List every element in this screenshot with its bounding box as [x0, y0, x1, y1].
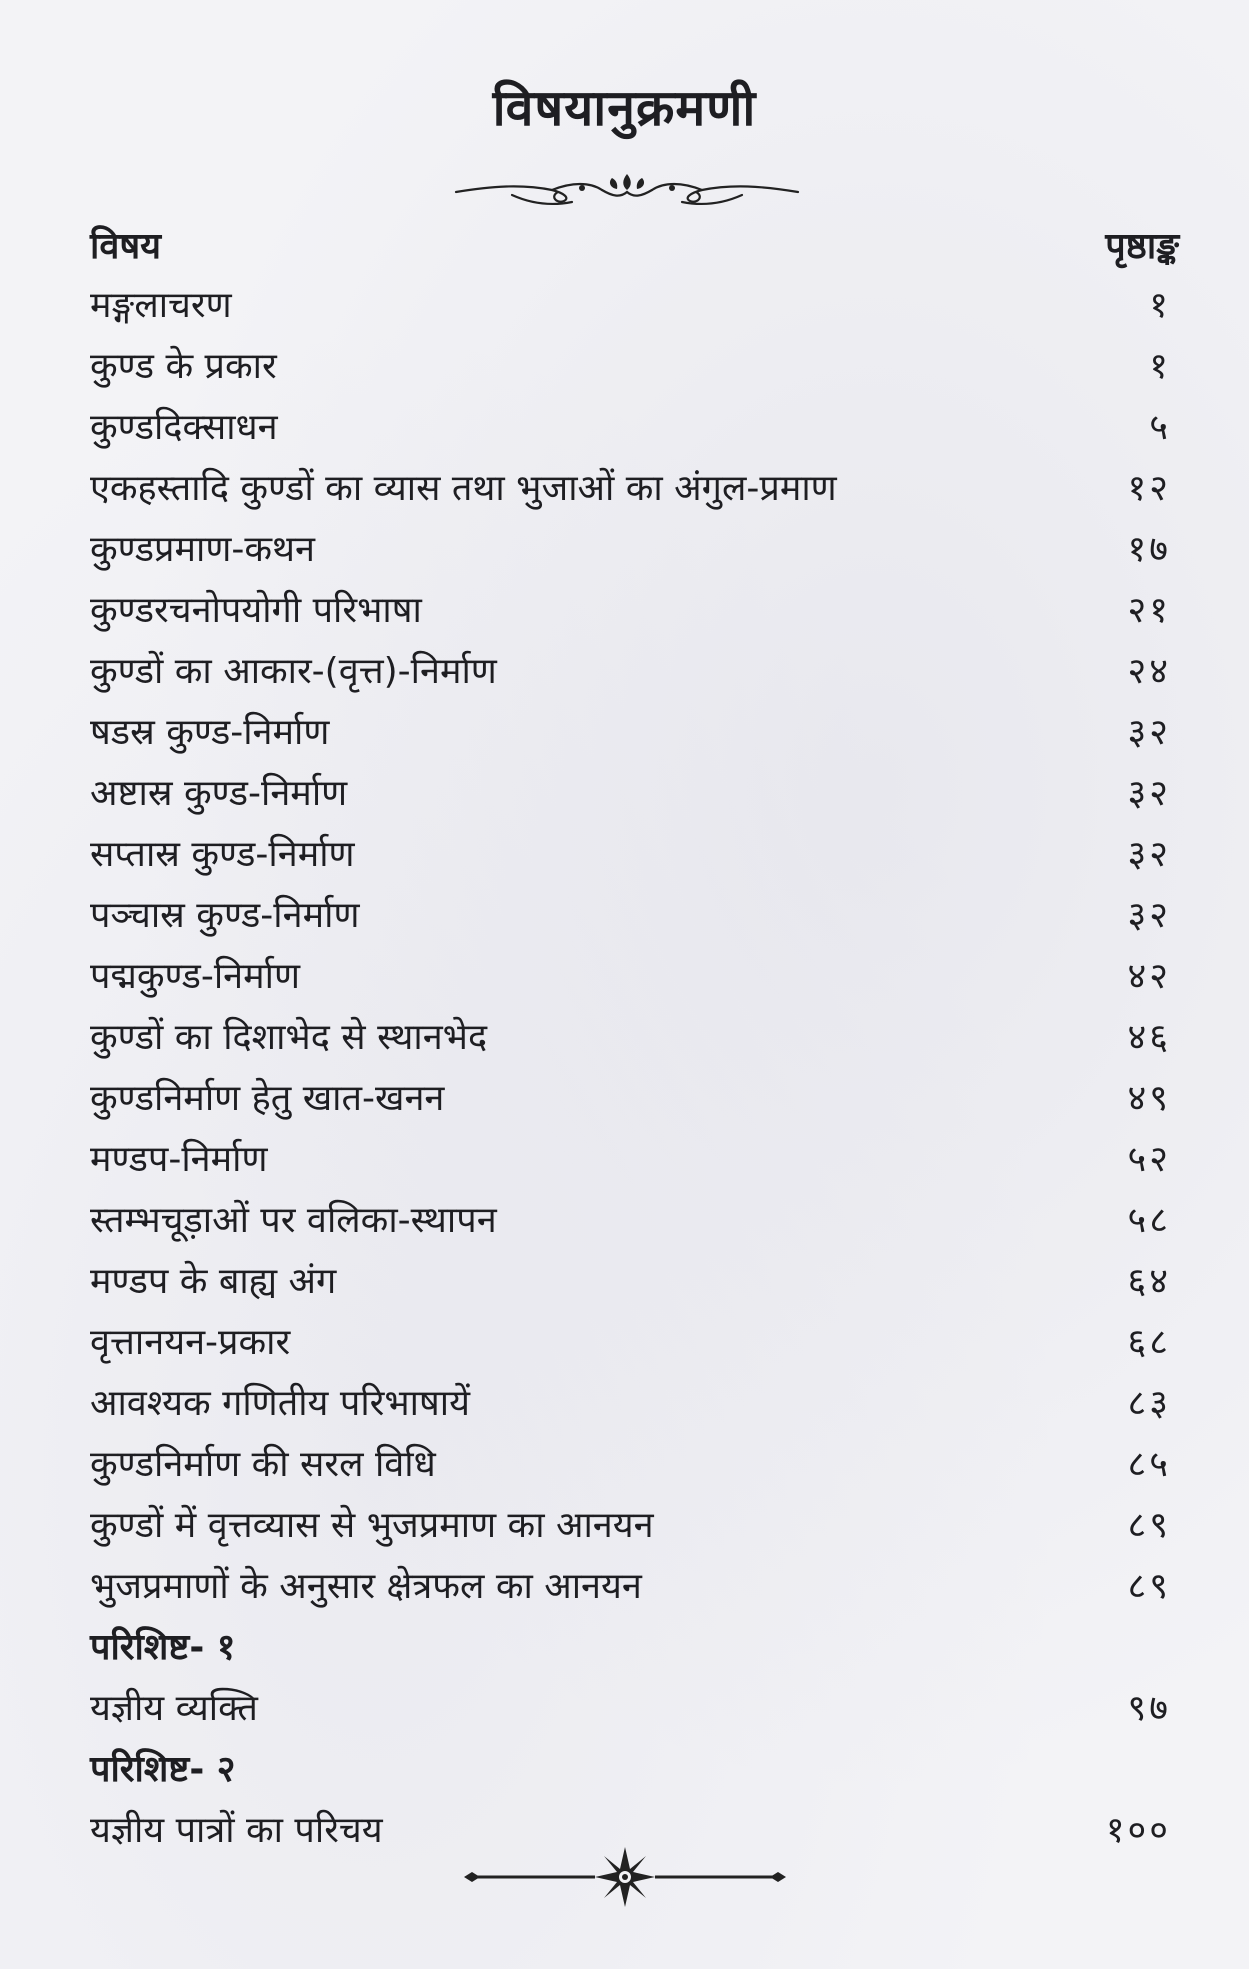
- toc-page-number: १२: [1127, 467, 1171, 509]
- toc-topic: कुण्डनिर्माण की सरल विधि: [90, 1443, 436, 1485]
- toc-topic: भुजप्रमाणों के अनुसार क्षेत्रफल का आनयन: [90, 1565, 642, 1607]
- toc-row: [90, 275, 1171, 331]
- toc-row: [90, 336, 1171, 392]
- toc-topic: अष्टास्र कुण्ड-निर्माण: [90, 772, 348, 814]
- toc-page-number: ५८: [1127, 1199, 1171, 1241]
- toc-row: [90, 458, 1171, 514]
- toc-topic: कुण्डदिक्साधन: [90, 406, 278, 448]
- toc-page-number: ६४: [1127, 1260, 1171, 1302]
- toc-topic: मण्डप-निर्माण: [90, 1138, 268, 1180]
- toc-row: [90, 1495, 1171, 1551]
- toc-topic: षडस्र कुण्ड-निर्माण: [90, 711, 330, 753]
- toc-page-number: ५: [1149, 406, 1171, 448]
- toc-page-number: ८९: [1127, 1565, 1171, 1607]
- toc-row: [90, 397, 1171, 453]
- toc-row: [90, 1678, 1171, 1734]
- toc-row: [90, 1556, 1171, 1612]
- toc-page-number: ६८: [1127, 1321, 1171, 1363]
- toc-page-number: ८९: [1127, 1504, 1171, 1546]
- toc-topic: कुण्डनिर्माण हेतु खात-खनन: [90, 1077, 445, 1119]
- toc-page-number: ३२: [1127, 711, 1171, 753]
- toc-page-number: २१: [1127, 589, 1171, 631]
- toc-topic: पञ्चास्र कुण्ड-निर्माण: [90, 894, 360, 936]
- toc-topic: कुण्डरचनोपयोगी परिभाषा: [90, 589, 422, 631]
- toc-page-number: १७: [1127, 528, 1171, 570]
- toc-page-number: ३२: [1127, 833, 1171, 875]
- toc-topic: आवश्यक गणितीय परिभाषायें: [90, 1382, 471, 1424]
- toc-page-number: ९७: [1127, 1687, 1171, 1729]
- appendix-1-title: परिशिष्ट- १: [90, 1626, 236, 1668]
- toc-row: [90, 580, 1171, 636]
- toc-row: [90, 702, 1171, 758]
- toc-topic: कुण्डों का दिशाभेद से स्थानभेद: [90, 1016, 488, 1058]
- toc-topic: कुण्डप्रमाण-कथन: [90, 528, 315, 570]
- toc-topic: एकहस्तादि कुण्डों का व्यास तथा भुजाओं का अंगुल-प्रमाण: [90, 467, 837, 509]
- toc-row: [90, 885, 1171, 941]
- toc-row: [90, 824, 1171, 880]
- toc-page-number: ३२: [1127, 894, 1171, 936]
- appendix-2-title: परिशिष्ट- २: [90, 1748, 236, 1790]
- appendix-heading: [90, 1739, 1171, 1795]
- scroll-ornament-icon: [452, 168, 802, 212]
- toc-topic: मङ्गलाचरण: [90, 284, 232, 326]
- toc-page-number: ८५: [1127, 1443, 1171, 1485]
- toc-row: [90, 1190, 1171, 1246]
- toc-page-number: १: [1149, 284, 1171, 326]
- toc-row: [90, 1129, 1171, 1185]
- toc-row: [90, 1312, 1171, 1368]
- toc-topic: पद्मकुण्ड-निर्माण: [90, 955, 301, 997]
- star-ornament-icon: [460, 1842, 790, 1912]
- toc-page-number: ४२: [1127, 955, 1171, 997]
- toc-row: [90, 1068, 1171, 1124]
- toc-page-number: १००: [1105, 1809, 1171, 1851]
- toc-topic: सप्तास्र कुण्ड-निर्माण: [90, 833, 355, 875]
- toc-row: [90, 641, 1171, 697]
- toc-topic: कुण्डों में वृत्तव्यास से भुजप्रमाण का आनयन: [90, 1504, 654, 1546]
- toc-page-number: ८३: [1127, 1382, 1171, 1424]
- toc-row: [90, 763, 1171, 819]
- toc-topic: स्तम्भचूड़ाओं पर वलिका-स्थापन: [90, 1199, 497, 1241]
- toc-page-number: २४: [1127, 650, 1171, 692]
- toc-page-number: ४६: [1127, 1016, 1171, 1058]
- appendix-heading: [90, 1617, 1171, 1673]
- toc-row: [90, 1251, 1171, 1307]
- page-title: विषयानुक्रमणी: [492, 79, 757, 137]
- toc-topic: कुण्डों का आकार-(वृत्त)-निर्माण: [90, 650, 497, 692]
- toc-topic: मण्डप के बाह्य अंग: [90, 1260, 337, 1302]
- toc-topic: कुण्ड के प्रकार: [90, 345, 277, 387]
- toc-row: [90, 1007, 1171, 1063]
- toc-page-number: १: [1149, 345, 1171, 387]
- toc-page-number: ४९: [1127, 1077, 1171, 1119]
- column-header-page: पृष्ठाङ्क: [1105, 226, 1179, 267]
- toc-row: [90, 1373, 1171, 1429]
- toc-topic: यज्ञीय पात्रों का परिचय: [90, 1809, 383, 1851]
- toc-row: [90, 946, 1171, 1002]
- column-header-subject: विषय: [90, 226, 162, 267]
- toc-row: [90, 1434, 1171, 1490]
- toc-topic: यज्ञीय व्यक्ति: [90, 1687, 258, 1729]
- toc-row: [90, 519, 1171, 575]
- toc-page-number: ५२: [1127, 1138, 1171, 1180]
- toc-page-number: ३२: [1127, 772, 1171, 814]
- toc-topic: वृत्तानयन-प्रकार: [90, 1321, 291, 1363]
